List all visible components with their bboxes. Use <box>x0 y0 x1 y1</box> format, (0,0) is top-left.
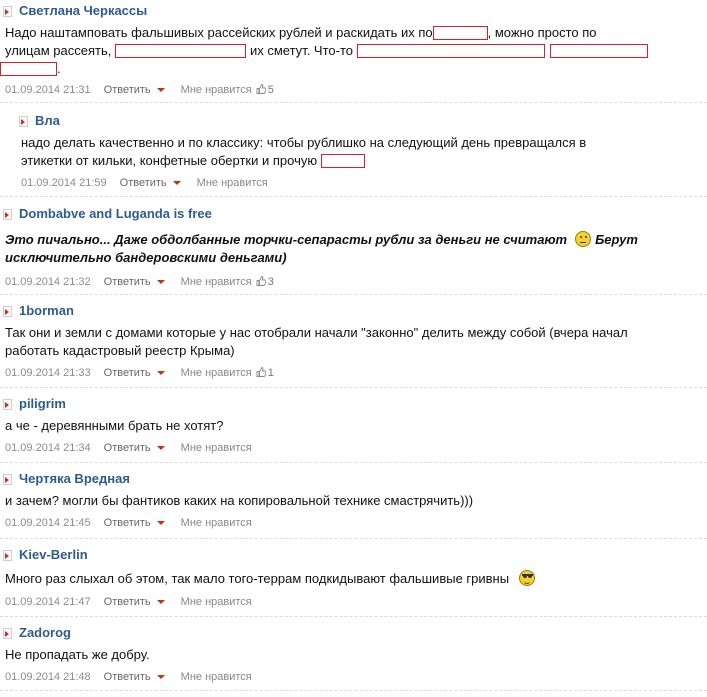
comment-text-part: Берут <box>595 232 638 247</box>
reply-button[interactable]: Ответить <box>103 517 151 529</box>
reply-button[interactable]: Ответить <box>103 671 151 683</box>
like-count: 3 <box>267 276 274 288</box>
sunglasses-smiley-icon <box>519 570 535 586</box>
like-button[interactable]: Мне нравится <box>180 367 252 379</box>
comment-header <box>0 624 707 644</box>
dropdown-arrow-icon[interactable] <box>157 521 165 525</box>
like-button[interactable]: Мне нравится <box>180 276 252 288</box>
reply-button[interactable]: Ответить <box>103 84 151 96</box>
divider <box>0 538 707 539</box>
comment-text-part: Это пичально... Даже обдолбанные торчки-сепарасты рубли за деньги не считают <box>5 232 568 247</box>
censored-text-box <box>321 154 365 168</box>
comment-author[interactable]: Чертяка Вредная <box>19 471 130 486</box>
comment-text-part: а че - деревянными брать не хотят? <box>5 418 224 433</box>
comment <box>0 546 707 608</box>
comment-text <box>5 570 649 588</box>
comment-text-part: улицам рассеять, <box>5 43 112 58</box>
comment-meta <box>5 441 252 455</box>
comment-author[interactable]: 1borman <box>19 303 74 318</box>
comment <box>0 205 707 288</box>
comment-text-part: . <box>57 61 61 76</box>
censored-text-box <box>115 44 246 58</box>
like-count: 1 <box>267 367 274 379</box>
thumbs-up-icon[interactable] <box>256 367 266 377</box>
comment-text-part: Надо наштамповать фальшивых рассейских рублей и раскидать их по <box>5 25 433 40</box>
divider <box>0 462 707 463</box>
like-button[interactable]: Мне нравится <box>180 517 252 529</box>
comment-text <box>5 417 649 435</box>
comment-header <box>0 302 707 322</box>
comment-author[interactable]: Zadorog <box>19 625 71 640</box>
like-button[interactable]: Мне нравится <box>180 671 252 683</box>
dropdown-arrow-icon[interactable] <box>157 280 165 284</box>
comment-text <box>5 324 703 360</box>
comment-text <box>5 24 677 78</box>
comment-text <box>5 231 667 267</box>
chevron-right-icon <box>3 209 12 220</box>
comment-meta <box>5 595 252 609</box>
chevron-right-icon <box>3 6 12 17</box>
like-button[interactable]: Мне нравится <box>180 442 252 454</box>
thumbs-up-icon[interactable] <box>256 84 266 94</box>
comment-text <box>5 492 649 510</box>
comment <box>0 470 707 529</box>
comment-header <box>0 205 707 225</box>
censored-text-box <box>0 62 57 76</box>
chevron-right-icon <box>3 399 12 410</box>
comment-text <box>5 646 649 664</box>
dropdown-arrow-icon[interactable] <box>173 181 181 185</box>
chevron-right-icon <box>3 306 12 317</box>
divider <box>0 616 707 617</box>
like-button[interactable]: Мне нравится <box>180 596 252 608</box>
comment-text-part: их сметут. Что-то <box>246 43 353 58</box>
dropdown-arrow-icon[interactable] <box>157 675 165 679</box>
reply-button[interactable]: Ответить <box>103 596 151 608</box>
comment-author[interactable]: Kiev-Berlin <box>19 547 88 562</box>
reply-button[interactable]: Ответить <box>119 177 167 189</box>
comment-text-part: Не пропадать же добру. <box>5 647 150 662</box>
comment-text-part: этикетки от кильки, конфетные обертки и прочую <box>21 153 318 168</box>
comment-author[interactable]: Вла <box>35 113 60 128</box>
reply-button[interactable]: Ответить <box>103 442 151 454</box>
reply-button[interactable]: Ответить <box>103 276 151 288</box>
comment-header <box>0 546 707 566</box>
like-button[interactable]: Мне нравится <box>196 177 268 189</box>
comment-header <box>0 395 707 415</box>
censored-text-box <box>357 44 545 58</box>
comment-author[interactable]: Dombabve and Luganda is free <box>19 206 212 221</box>
divider <box>0 387 707 388</box>
comment-date: 01.09.2014 21:59 <box>21 177 107 189</box>
dropdown-arrow-icon[interactable] <box>157 88 165 92</box>
comment-text-part: и зачем? могли бы фантиков каких на копировальной технике смастрячить))) <box>5 493 474 508</box>
comment-text-part: Так они и земли с домами которые у нас отобрали начали "законно" делить между собой (вчера начал <box>5 325 628 340</box>
comment-text-part: исключительно бандеровскими деньгами) <box>5 250 287 265</box>
dropdown-arrow-icon[interactable] <box>157 446 165 450</box>
comment-text-part: работать кадастровый реестр Крыма) <box>5 343 235 358</box>
comment-meta <box>5 83 274 97</box>
comment-meta <box>5 366 274 380</box>
chevron-right-icon <box>3 474 12 485</box>
censored-text-box <box>550 44 648 58</box>
comment-date: 01.09.2014 21:47 <box>5 596 91 608</box>
divider <box>0 294 707 295</box>
comment-date: 01.09.2014 21:48 <box>5 671 91 683</box>
comment-header <box>0 470 707 490</box>
reply-button[interactable]: Ответить <box>103 367 151 379</box>
comment <box>0 624 707 683</box>
comment-text-part: надо делать качественно и по классику: чтобы рублишко на следующий день превращался в <box>21 135 587 150</box>
comment-meta <box>5 516 252 530</box>
comment <box>0 302 707 379</box>
comment-text <box>21 134 667 170</box>
like-button[interactable]: Мне нравится <box>180 84 252 96</box>
comment-date: 01.09.2014 21:34 <box>5 442 91 454</box>
comment-header <box>16 112 707 132</box>
comment-date: 01.09.2014 21:45 <box>5 517 91 529</box>
comment-meta <box>5 275 274 289</box>
comment-author[interactable]: Светлана Черкассы <box>19 3 148 18</box>
divider <box>0 102 707 103</box>
comment-reply <box>16 112 707 189</box>
chevron-right-icon <box>3 550 12 561</box>
chevron-right-icon <box>19 116 28 127</box>
like-count: 5 <box>267 84 274 96</box>
comment-date: 01.09.2014 21:31 <box>5 84 91 96</box>
comment <box>0 2 707 96</box>
comment-meta <box>5 670 252 684</box>
censored-text-box <box>433 26 488 40</box>
comment-date: 01.09.2014 21:32 <box>5 276 91 288</box>
thumbs-up-icon[interactable] <box>256 276 266 286</box>
sad-smiley-icon <box>575 231 591 247</box>
comment-text-part: , можно просто по <box>487 25 597 40</box>
comment-author[interactable]: piligrim <box>19 396 66 411</box>
comment-text-part: Много раз слыхал об этом, так мало того-террам подкидывают фальшивые гривны <box>5 571 510 586</box>
dropdown-arrow-icon[interactable] <box>157 600 165 604</box>
comment-meta <box>21 176 268 190</box>
divider <box>0 690 707 691</box>
comment-header <box>0 2 707 22</box>
divider <box>0 196 707 197</box>
comment <box>0 395 707 454</box>
dropdown-arrow-icon[interactable] <box>157 371 165 375</box>
comment-date: 01.09.2014 21:33 <box>5 367 91 379</box>
chevron-right-icon <box>3 628 12 639</box>
